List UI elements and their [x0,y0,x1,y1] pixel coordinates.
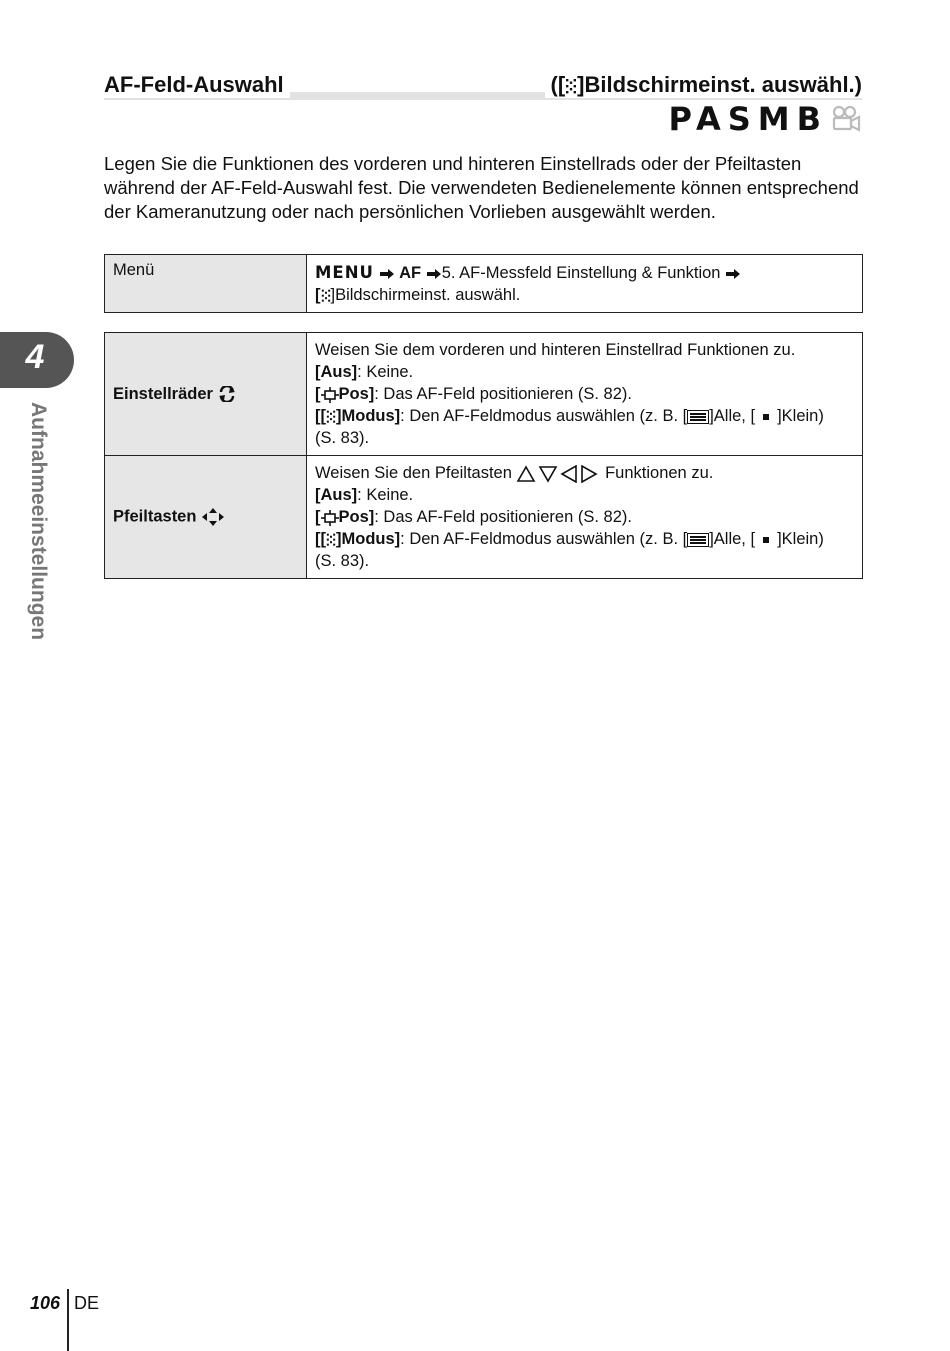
pos-label: Pos] [338,508,375,526]
chapter-number: 4 [25,338,45,376]
page-subtitle [545,72,863,98]
modus-open: [[ [315,407,326,425]
modus-line [315,405,854,427]
menu-path-table [104,254,863,313]
arrow-right-icon [379,268,395,280]
af-grid-icon [326,532,336,547]
aus-line [315,361,854,383]
row-intro-after: Funktionen zu. [605,464,714,482]
dial-icon [218,386,236,402]
page-ref: (S. 83). [315,552,370,570]
pos-label: Pos] [338,385,375,403]
aus-text: : Keine. [357,486,414,504]
subtitle-close: ]Bildschirmeinst. auswähl.) [577,72,862,97]
page-title: AF-Feld-Auswahl [104,72,290,98]
row-intro [315,462,854,484]
intro-paragraph: Legen Sie die Funktionen des vorderen und hinteren Einstellrads oder der Pfeiltasten während der AF-Feld-Auswahl fest. Die verwendeten Bedienelemente können entsprechend der Kameranutzung oder nach persönlichen Vorlieben ausgewählt werden. [104,153,859,222]
modus-line [315,528,854,550]
section-header [104,72,862,102]
movie-mode-icon [830,105,862,133]
bracket-open: [ [315,286,321,304]
klein-text: ]Klein) [777,530,824,548]
function-table [104,332,863,579]
menu-path-line-2-text: ]Bildschirmeinst. auswähl. [330,286,521,304]
chapter-side-label [22,402,62,672]
af-grid-icon [565,77,577,95]
pos-line [315,506,854,528]
pos-text: : Das AF-Feld positionieren (S. 82). [374,385,632,403]
row-intro: Weisen Sie dem vorderen und hinteren Einstellrad Funktionen zu. [315,341,796,359]
arrow-right-icon [426,268,442,280]
row-label-text: Pfeiltasten [113,507,197,526]
aus-text: : Keine. [357,363,414,381]
single-target-icon [755,410,777,424]
modus-text: : Den AF-Feldmodus auswählen (z. B. [ [400,530,688,548]
single-target-icon [755,533,777,547]
menu-label: Menü [105,255,307,313]
aus-line [315,484,854,506]
aus-label: [Aus] [315,363,358,381]
chapter-tab [0,332,74,388]
modus-text: : Den AF-Feldmodus auswählen (z. B. [ [400,407,688,425]
row-content-dials [307,333,863,456]
chapter-title: Aufnahmeeinstellungen [27,402,50,641]
table-row [105,333,863,456]
modus-label: ]Modus] [336,530,401,548]
menu-path-line-1 [315,262,854,284]
af-grid-icon [326,409,336,424]
pos-line [315,383,854,405]
af-grid-icon [321,288,331,303]
row-content-arrows [307,456,863,579]
subtitle-open: ([ [550,72,566,97]
footer-divider [67,1289,69,1351]
row-label-text: Einstellräder [113,384,213,403]
table-row [105,456,863,579]
aus-label: [Aus] [315,486,358,504]
page-footer [30,1293,100,1314]
alle-text: ]Alle, [ [709,407,756,425]
row-intro-before: Weisen Sie den Pfeiltasten [315,464,512,482]
arrow-pad-icon [201,507,225,527]
pos-open: [ [315,385,321,403]
pos-text: : Das AF-Feld positionieren (S. 82). [374,508,632,526]
af-target-icon [321,509,339,527]
page-ref: (S. 83). [315,429,370,447]
arrow-right-icon [725,268,741,280]
af-target-icon [321,386,339,404]
row-label-arrows [105,456,307,579]
menu-word: MENU [315,263,374,282]
menu-path-rest: 5. AF-Messfeld Einstellung & Funktion [441,264,721,282]
pos-open: [ [315,508,321,526]
language-code: DE [74,1293,100,1313]
all-targets-icon [687,410,709,424]
modus-open: [[ [315,530,326,548]
modus-label: ]Modus] [336,407,401,425]
page-number: 106 [30,1293,61,1313]
row-label-dials [105,333,307,456]
menu-path [307,255,863,313]
shooting-modes [668,100,862,138]
arrow-keys-icon [517,465,601,483]
alle-text: ]Alle, [ [709,530,756,548]
mode-letters: PASMB [668,100,828,138]
af-word: AF [399,264,422,282]
all-targets-icon [687,533,709,547]
klein-text: ]Klein) [777,407,824,425]
menu-path-line-2 [315,284,854,306]
